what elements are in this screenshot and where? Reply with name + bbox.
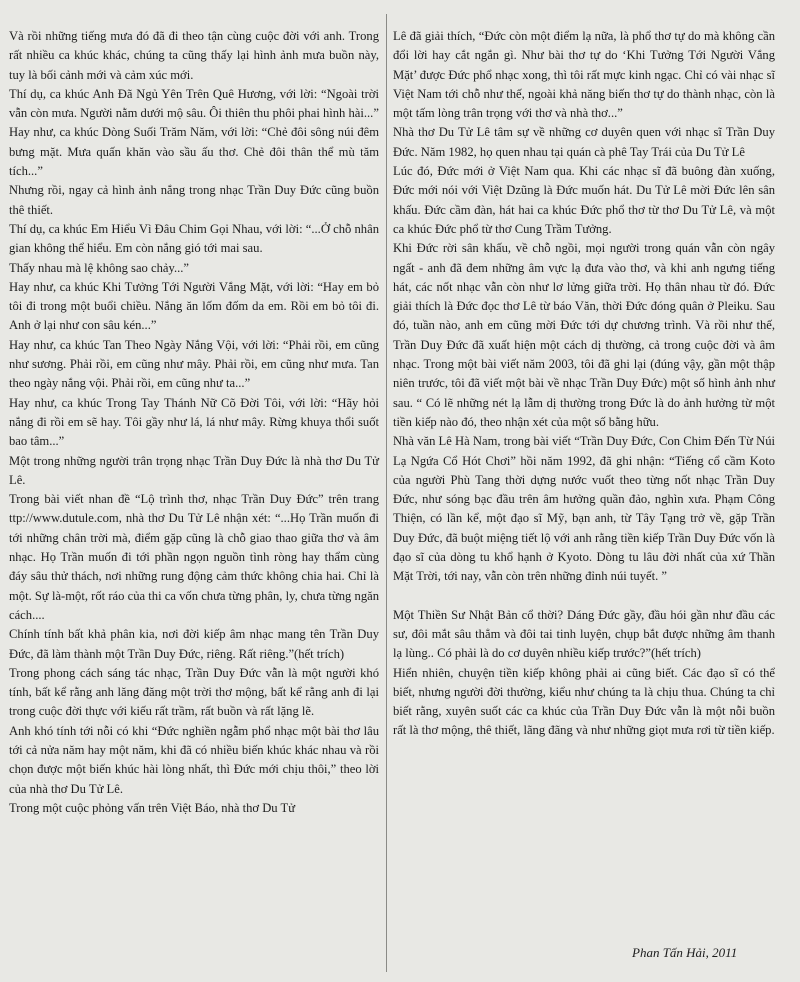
paragraph: Chính tính bất khả phân kia, nơi đời kiếp âm nhạc mang tên Trần Duy Đức, đã làm thành một Trần Duy Đức, riêng. Rất riêng.”(hết trích) bbox=[9, 627, 379, 661]
paragraph: Một trong những người trân trọng nhạc Trần Duy Đức là nhà thơ Du Tử Lê. bbox=[9, 453, 379, 487]
paragraph: Anh khó tính tới nỗi có khi “Đức nghiền ngẫm phổ nhạc một bài thơ lâu tới cả nửa năm hay một năm, khi đã có nhiều biến khúc khác nhau và rồi chọn được một biến khúc hài lòng nhất, thì Đức mới chịu thôi,” theo lời của nhà thơ Du Tử Lê. bbox=[9, 723, 379, 796]
paragraph: Khi Đức rời sân khấu, về chỗ ngồi, mọi người trong quán vẫn còn ngây ngất - anh đã đem những âm vực lạ đưa vào thơ, và khi anh ngưng tiếng hát, các nốt nhạc vẫn còn như lơ lửng giữa trời. Họ thân nhau từ đó. Đức giải thích là Đức đọc thơ Lê từ báo Văn, thời Đức đóng quân ở Pleiku. Sau đó, tuần nào, anh em cũng mời Đức tới dự chương trình. Và rồi như thế, Trần Duy Đức đã xuất hiện một cách dị thường, cả trong cuộc đời và âm nhạc. Trong một bài viết năm 2003, tôi đã ghi lại (đúng vậy, gần một thập niên trước, tôi đã viết một bài về nhạc Trần Duy Đức) một số hình ảnh như sau. “ Có lẽ những nét lạ lẫm dị thường trong Đức là do ảnh hưởng từ một tiền kiếp nào đó, theo nhận xét của một số bằng hữu. bbox=[393, 241, 775, 429]
paragraph: Thí dụ, ca khúc Em Hiểu Vì Đâu Chim Gọi Nhau, với lời: “...Ở chỗ nhân gian không thể hiểu. Em còn nắng gió tới mai sau. bbox=[9, 221, 379, 256]
paragraph: Thí dụ, ca khúc Anh Đã Ngủ Yên Trên Quê Hương, với lời: “Ngoài trời vẫn còn mưa. Người nằm dưới mộ sâu. Ôi thiên thu phôi phai hình hài...” bbox=[9, 86, 379, 121]
paragraph: Nhà văn Lê Hà Nam, trong bài viết “Trần Duy Đức, Con Chim Đến Từ Núi Lạ Ngứa Cổ Hót Chơi” hồi năm 1992, đã ghi nhận: “Tiếng cổ cầm Koto của người Phù Tang thời dựng nước vuốt theo từng nốt nhạc Trần Duy Đức, như sóng bạc đầu trên âm hưởng quần đảo, nghìn xưa. Phạm Công Thiện, có lần kể, một đạo sĩ Mỹ, bạn anh, từ Tây Tạng trở về, gặp Trần Duy Đức, đã buột miệng tiết lộ với anh rằng tiền kiếp Trần Duy Đức vốn là đạo sĩ của dòng tu khổ hạnh ở Kyoto. Dòng tu lâu đời nhất của xứ Thần Mặt Trời, tới nay, vẫn còn trên những đỉnh núi tuyết. ” bbox=[393, 434, 775, 584]
paragraph: Lê đã giải thích, “Đức còn một điểm lạ nữa, là phổ thơ tự do mà không cần đổi lời hay cắt ngắn gì. Như bài thơ tự do ‘Khi Tưởng Tới Người Vắng Mặt’ được Đức phổ nhạc xong, thì tôi rất mực kinh ngạc. Chỉ có vài nhạc sĩ Việt Nam tới chỗ như thế, ngoài khả năng biến thơ tự do thành nhạc, còn là một tấm lòng trân trọng với thơ và nhà thơ...” bbox=[393, 29, 775, 121]
paragraph: Hay như, ca khúc Trong Tay Thánh Nữ Cõ Đời Tôi, với lời: “Hãy hỏi nắng đi rồi em sẽ hay. Tôi gầy như lá, lá như mây. Rừng khuya thổi suốt bao tâm...” bbox=[9, 395, 379, 449]
paragraph: Hay như, ca khúc Dòng Suối Trăm Năm, với lời: “Chẻ đôi sông núi đêm bưng mặt. Mưa quấn khăn vào sầu ấu thơ. Chẻ đôi thân thể mù tăm tích...” bbox=[9, 125, 379, 179]
paragraph: Trong bài viết nhan đề “Lộ trình thơ, nhạc Trần Duy Đức” trên trang ttp://www.dutule.com, nhà thơ Du Tử Lê nhận xét: “...Họ Trần muốn đi tới những chân trời mà, điểm gặp cũng là chỗ giao thao giữa thơ và âm nhạc. Họ Trần muốn đi tới phần ngọn nguồn tình ròng hay thẩm cùng đáy sâu thử thách, nơi những rung động cảm thức không chia hai. Chỉ là một. Sự là-một, rốt ráo của thi ca vốn chưa từng phân, ly, chưa từng ngăn cách.... bbox=[9, 492, 379, 622]
right-column bbox=[393, 27, 775, 741]
column-divider bbox=[386, 14, 387, 972]
paragraph: Và rồi những tiếng mưa đó đã đi theo tận cùng cuộc đời với anh. Trong rất nhiều ca khúc khác, chúng ta cũng thấy lại hình ảnh mưa buồn này, tuy là bối cảnh mới và cảm xúc mới. bbox=[9, 29, 379, 82]
paragraph: Hay như, ca khúc Khi Tưởng Tới Người Vắng Mặt, với lời: “Hay em bỏ tôi đi trong một buổi chiều. Nắng ăn lốm đốm da em. Rồi em bỏ tôi đi. Anh ở lại như con sâu kén...” bbox=[9, 279, 379, 333]
paragraph: Hay như, ca khúc Tan Theo Ngày Nắng Vội, với lời: “Phải rồi, em cũng như sương. Phải rồi, em cũng như mây. Phải rồi, em cũng như mưa. Tan theo ngày nắng vội. Phải rồi, em cũng như ta...” bbox=[9, 337, 379, 391]
paragraph: Nhà thơ Du Tử Lê tâm sự về những cơ duyên quen với nhạc sĩ Trần Duy Đức. Năm 1982, họ quen nhau tại quán cà phê Tay Trái của Du Tử Lê bbox=[393, 125, 775, 159]
paragraph: Thấy nhau mà lệ không sao chảy...” bbox=[9, 260, 189, 275]
left-column bbox=[9, 27, 379, 818]
paragraph: Nhưng rồi, ngay cả hình ảnh nắng trong nhạc Trần Duy Đức cũng buồn thê thiết. bbox=[9, 183, 379, 217]
author-signature: Phan Tấn Hải, 2011 bbox=[632, 945, 738, 960]
paragraph-spacer bbox=[393, 587, 775, 606]
paragraph: Hiển nhiên, chuyện tiền kiếp không phải ai cũng biết. Các đạo sĩ có thể biết, nhưng người đời thường, kiểu như chúng ta là chịu thua. Chúng ta chỉ biết rằng, xuyên suốt các ca khúc của Trần Duy Đức vẫn là một nỗi buồn rất là thơ mộng, thê thiết, lãng đãng và như những giọt mưa rơi từ tiền kiếp. bbox=[393, 665, 775, 738]
paragraph: Một Thiền Sư Nhật Bản cổ thời? Dáng Đức gầy, đầu hói gần như đầu các sư, đôi mắt sâu thẳm và đôi tai tinh luyện, chụp bắt được những âm thanh lạ lùng.. Có phải là do cơ duyên nhiều kiếp trước?”(hết trích) bbox=[393, 607, 775, 661]
paragraph: Lúc đó, Đức mới ở Việt Nam qua. Khi các nhạc sĩ đã buông đàn xuống, Đức mới nói với Việt Dzũng là Đức muốn hát. Du Tử Lê mời Đức lên sân khấu. Đức cầm đàn, hát hai ca khúc Đức phổ thơ từ thơ Du Tử Lê, và một ca khúc Đức phổ từ thơ Cung Trầm Tưởng. bbox=[393, 164, 775, 236]
paragraph: Trong một cuộc phỏng vấn trên Việt Báo, nhà thơ Du Tử bbox=[9, 800, 296, 815]
paragraph: Trong phong cách sáng tác nhạc, Trần Duy Đức vẫn là một người khó tính, bất kể rằng anh lăng đăng một trời thơ mộng, bất kể rằng anh đi lại trong cuộc đời thực với kiếu rất trầm, rất buồn và rất lặng lẽ. bbox=[9, 665, 379, 719]
